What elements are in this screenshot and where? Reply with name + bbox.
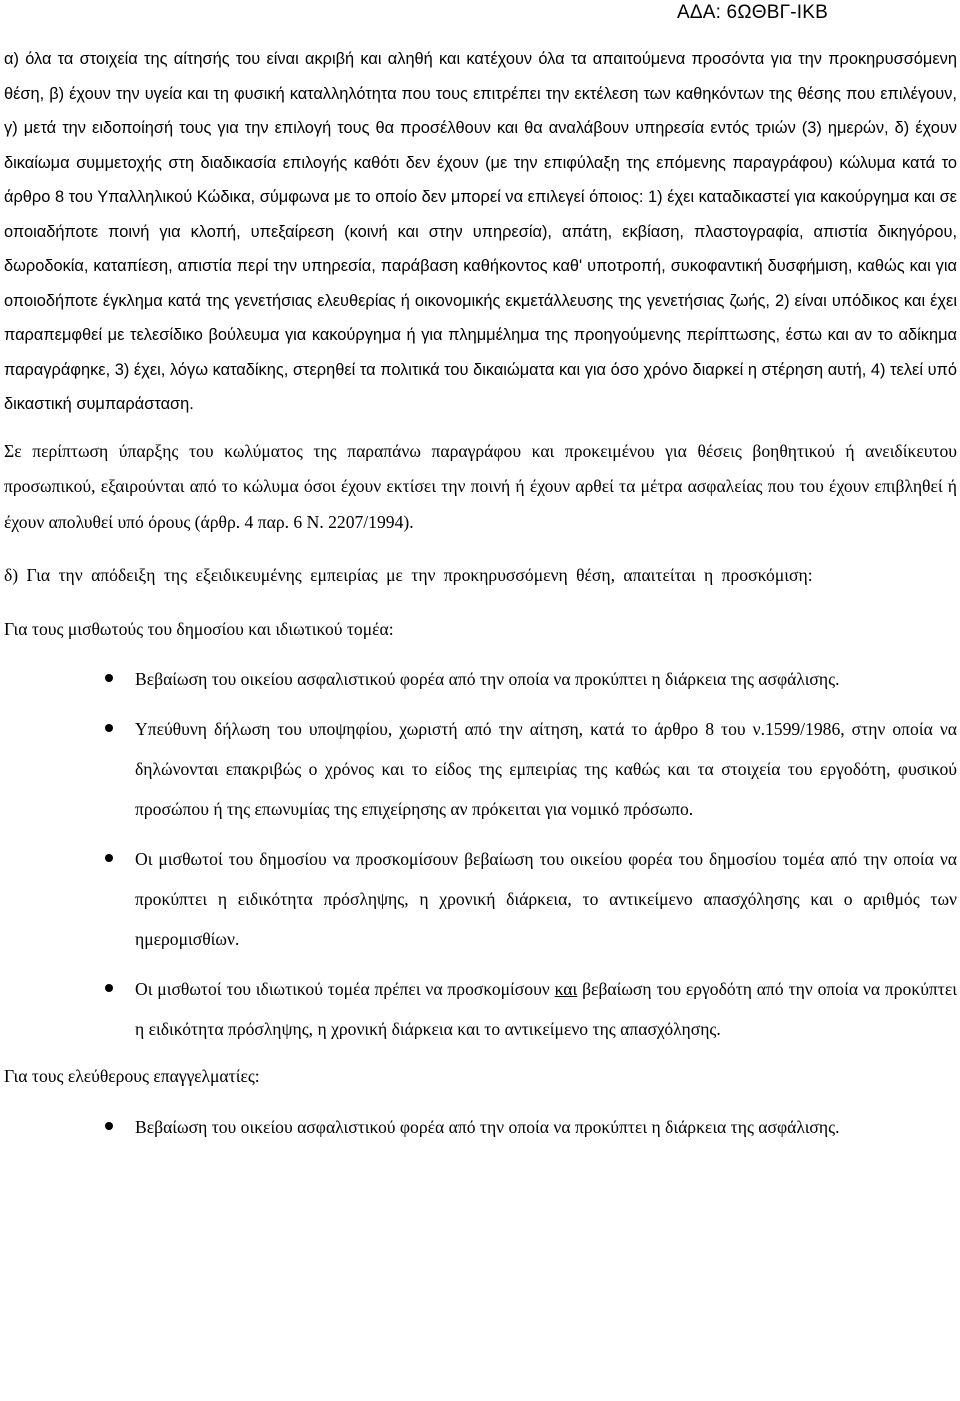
list-item-text-end: βεβαίωση του εργοδότη από την οποία να προκύπτει η ειδικότητα πρόσληψης, η χρονική διάρκεια και το αντικείμενο της απασχόλησης. <box>135 979 957 1039</box>
list-item <box>4 659 957 699</box>
freelancers-bullet-list <box>4 1107 957 1147</box>
list-item-text: Βεβαίωση του οικείου ασφαλιστικού φορέα από την οποία να προκύπτει η διάρκεια της ασφάλισης. <box>135 669 840 689</box>
freelancers-heading: Για τους ελεύθερους επαγγελματίες: <box>4 1066 260 1086</box>
bullet-icon <box>105 854 113 862</box>
list-item-text: Υπεύθυνη δήλωση του υποψηφίου, χωριστή από την αίτηση, κατά το άρθρο 8 του ν.1599/1986, στην οποία να δηλώνονται επακριβώς ο χρόνος και το είδος της εμπειρίας της καθώς και τα στοιχεία του εργοδότη, φυσικού προσώπου ή της επωνυμίας της επιχείρησης αν πρόκειται για νομικό πρόσωπο. <box>135 719 957 819</box>
conditions-paragraph: α) όλα τα στοιχεία της αίτησής του είναι ακριβή και αληθή και κατέχουν όλα τα απαιτούμενα προσόντα για την προκηρυσσόμενη θέση, β) έχουν την υγεία και τη φυσική καταλληλότητα που τους επιτρέπει την εκτέλεση των καθηκόντων της θέσης που επιλέγουν, γ) μετά την ειδοποίησή τους για την επιλογή τους θα προσέλθουν και θα αναλάβουν υπηρεσία εντός τριών (3) ημερών, δ) έχουν δικαίωμα συμμετοχής στη διαδικασία επιλογής καθότι δεν έχουν (με την επιφύλαξη της επόμενης παραγράφου) κώλυμα κατά το άρθρο 8 του Υπαλληλικού Κώδικα, σύμφωνα με το οποίο δεν μπορεί να επιλεγεί όποιος: 1) έχει καταδικαστεί για κακούργημα και σε οποιαδήποτε ποινή για κλοπή, υπεξαίρεση (κοινή και στην υπηρεσία), απάτη, εκβίαση, πλαστογραφία, απιστία δικηγόρου, δωροδοκία, καταπίεση, απιστία περί την υπηρεσία, παράβαση καθήκοντος καθ' υποτροπή, συκοφαντική δυσφήμιση, καθώς και για οποιοδήποτε έγκλημα κατά της γενετήσιας ελευθερίας ή οικονομικής εκμετάλλευσης της γενετήσιας ζωής, 2) είναι υπόδικος και έχει παραπεμφθεί με τελεσίδικο βούλευμα για κακούργημα ή για πλημμέλημα της προηγούμενης περίπτωσης, έστω και αν το αδίκημα παραγράφηκε, 3) έχει, λόγω καταδίκης, στερηθεί τα πολιτικά του δικαιώματα και για όσο χρόνο διαρκεί η στέρηση αυτή, 4) τελεί υπό δικαστική συμπαράσταση. <box>4 50 957 413</box>
bullet-icon <box>105 984 113 992</box>
list-item <box>4 709 957 829</box>
document-body <box>4 42 957 1147</box>
list-item-text: Οι μισθωτοί του δημοσίου να προσκομίσουν βεβαίωση του οικείου φορέα του δημοσίου τομέα από την οποία να προκύπτει η ειδικότητα πρόσληψης, η χρονική διάρκεια, το αντικείμενο απασχόλησης και ο αριθμός των ημερομισθίων. <box>135 849 957 949</box>
bullet-icon <box>105 724 113 732</box>
underlined-word: και <box>554 979 578 999</box>
bullet-icon <box>105 1122 113 1130</box>
list-item <box>4 839 957 959</box>
list-item-text-start: Οι μισθωτοί του ιδιωτικού τομέα πρέπει να προσκομίσουν <box>135 979 555 999</box>
employees-heading: Για τους μισθωτούς του δημοσίου και ιδιωτικού τομέα: <box>4 618 394 639</box>
list-item-text: Βεβαίωση του οικείου ασφαλιστικού φορέα από την οποία να προκύπτει η διάρκεια της ασφάλισης. <box>135 1116 840 1137</box>
employees-bullet-list <box>4 659 957 1049</box>
ada-code: ΑΔΑ: 6ΩΘΒΓ-ΙΚΒ <box>676 2 828 23</box>
exemption-paragraph: Σε περίπτωση ύπαρξης του κωλύματος της παραπάνω παραγράφου και προκειμένου για θέσεις βοηθητικού ή ανειδίκευτου προσωπικού, εξαιρούνται από το κώλυμα όσοι έχουν εκτίσει την ποινή ή έχουν αρθεί τα μέτρα ασφαλείας που του έχουν επιβληθεί ή έχουν απολυθεί υπό όρους (άρθρ. 4 παρ. 6 Ν. 2207/1994). <box>4 440 957 532</box>
bullet-icon <box>105 674 113 682</box>
list-item <box>4 1107 957 1147</box>
experience-proof-paragraph: δ) Για την απόδειξη της εξειδικευμένης εμπειρίας με την προκηρυσσόμενη θέση, απαιτείται η προσκόμιση: <box>4 565 813 585</box>
list-item <box>4 969 957 1049</box>
